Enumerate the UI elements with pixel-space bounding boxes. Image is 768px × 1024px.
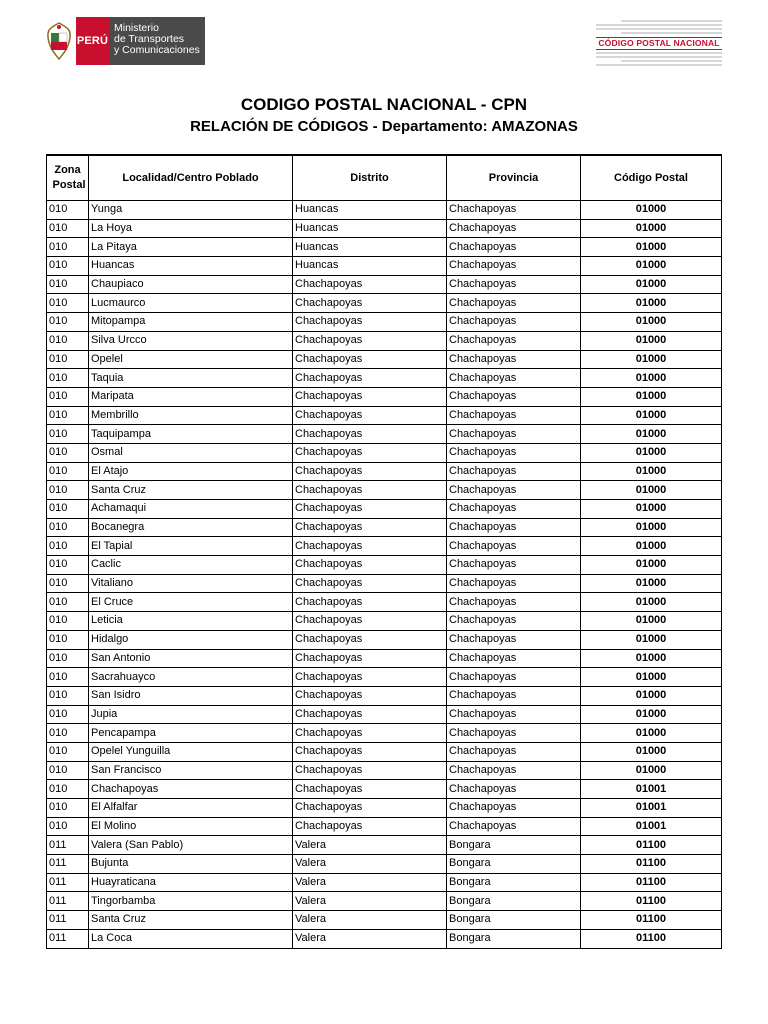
- zona-postal-cell: 011: [47, 855, 89, 874]
- table-row: [47, 780, 722, 799]
- codigo-postal-cell: 01000: [581, 238, 722, 257]
- localidad-cell: Taquia: [89, 369, 293, 388]
- provincia-cell: Chachapoyas: [447, 593, 581, 612]
- localidad-cell: Santa Cruz: [89, 481, 293, 500]
- distrito-cell: Chachapoyas: [293, 630, 447, 649]
- table-row: [47, 799, 722, 818]
- localidad-cell: San Isidro: [89, 686, 293, 705]
- codigo-postal-cell: 01000: [581, 742, 722, 761]
- localidad-cell: Vitaliano: [89, 574, 293, 593]
- codigo-postal-cell: 01100: [581, 911, 722, 930]
- zona-postal-cell: 010: [47, 817, 89, 836]
- table-row: [47, 350, 722, 369]
- localidad-cell: Bocanegra: [89, 518, 293, 537]
- distrito-cell: Chachapoyas: [293, 817, 447, 836]
- provincia-cell: Chachapoyas: [447, 537, 581, 556]
- zona-postal-cell: 010: [47, 219, 89, 238]
- localidad-cell: Leticia: [89, 612, 293, 631]
- provincia-cell: Chachapoyas: [447, 556, 581, 575]
- distrito-cell: Chachapoyas: [293, 574, 447, 593]
- zona-postal-cell: 010: [47, 275, 89, 294]
- page-title: CODIGO POSTAL NACIONAL - CPN: [240, 95, 528, 114]
- zona-postal-cell: 010: [47, 462, 89, 481]
- provincia-cell: Chachapoyas: [447, 574, 581, 593]
- distrito-cell: Chachapoyas: [293, 742, 447, 761]
- localidad-cell: Chachapoyas: [89, 780, 293, 799]
- table-row: [47, 201, 722, 220]
- table-row: [47, 761, 722, 780]
- codigo-postal-cell: 01100: [581, 929, 722, 948]
- codigo-postal-cell: 01000: [581, 630, 722, 649]
- zona-postal-cell: 010: [47, 799, 89, 818]
- codigo-postal-cell: 01001: [581, 799, 722, 818]
- distrito-cell: Chachapoyas: [293, 331, 447, 350]
- codigo-postal-cell: 01000: [581, 556, 722, 575]
- distrito-cell: Chachapoyas: [293, 425, 447, 444]
- table-row: [47, 369, 722, 388]
- provincia-cell: Chachapoyas: [447, 724, 581, 743]
- provincia-cell: Chachapoyas: [447, 294, 581, 313]
- distrito-cell: Chachapoyas: [293, 668, 447, 687]
- distrito-cell: Huancas: [293, 219, 447, 238]
- distrito-cell: Valera: [293, 873, 447, 892]
- codigo-postal-cell: 01000: [581, 481, 722, 500]
- codigo-postal-cell: 01000: [581, 574, 722, 593]
- codigo-postal-cell: 01100: [581, 836, 722, 855]
- localidad-cell: Pencapampa: [89, 724, 293, 743]
- distrito-cell: Chachapoyas: [293, 686, 447, 705]
- table-row: [47, 817, 722, 836]
- codigo-postal-cell: 01000: [581, 443, 722, 462]
- localidad-cell: Caclic: [89, 556, 293, 575]
- zona-postal-cell: 011: [47, 873, 89, 892]
- codigo-postal-cell: 01000: [581, 724, 722, 743]
- distrito-cell: Chachapoyas: [293, 724, 447, 743]
- table-row: [47, 406, 722, 425]
- localidad-cell: El Tapial: [89, 537, 293, 556]
- codigo-postal-cell: 01000: [581, 406, 722, 425]
- distrito-cell: Chachapoyas: [293, 518, 447, 537]
- zona-postal-cell: 010: [47, 257, 89, 276]
- zona-postal-cell: 010: [47, 238, 89, 257]
- localidad-cell: La Hoya: [89, 219, 293, 238]
- table-row: [47, 500, 722, 519]
- localidad-cell: Achamaqui: [89, 500, 293, 519]
- localidad-cell: San Antonio: [89, 649, 293, 668]
- table-row: [47, 313, 722, 332]
- localidad-cell: Osmal: [89, 443, 293, 462]
- distrito-cell: Chachapoyas: [293, 387, 447, 406]
- table-row: [47, 724, 722, 743]
- provincia-cell: Chachapoyas: [447, 238, 581, 257]
- distrito-cell: Valera: [293, 929, 447, 948]
- table-row: [47, 462, 722, 481]
- zona-postal-cell: 010: [47, 780, 89, 799]
- localidad-cell: Mitopampa: [89, 313, 293, 332]
- provincia-cell: Chachapoyas: [447, 275, 581, 294]
- provincia-cell: Chachapoyas: [447, 630, 581, 649]
- distrito-cell: Chachapoyas: [293, 780, 447, 799]
- zona-postal-cell: 010: [47, 537, 89, 556]
- header-distrito: Distrito: [293, 155, 447, 201]
- provincia-cell: Chachapoyas: [447, 331, 581, 350]
- distrito-cell: Valera: [293, 836, 447, 855]
- codigo-postal-cell: 01000: [581, 331, 722, 350]
- codigo-postal-cell: 01000: [581, 668, 722, 687]
- table-row: [47, 705, 722, 724]
- table-row: [47, 911, 722, 930]
- table-row: [47, 929, 722, 948]
- localidad-cell: Tingorbamba: [89, 892, 293, 911]
- zona-postal-cell: 010: [47, 369, 89, 388]
- codigo-postal-cell: 01000: [581, 294, 722, 313]
- distrito-cell: Valera: [293, 911, 447, 930]
- provincia-cell: Chachapoyas: [447, 761, 581, 780]
- codigo-postal-cell: 01000: [581, 275, 722, 294]
- table-row: [47, 892, 722, 911]
- localidad-cell: Valera (San Pablo): [89, 836, 293, 855]
- table-row: [47, 219, 722, 238]
- distrito-cell: Chachapoyas: [293, 705, 447, 724]
- distrito-cell: Chachapoyas: [293, 462, 447, 481]
- codigo-postal-cell: 01000: [581, 219, 722, 238]
- zona-postal-cell: 010: [47, 294, 89, 313]
- codigo-postal-cell: 01000: [581, 425, 722, 444]
- provincia-cell: Chachapoyas: [447, 313, 581, 332]
- provincia-cell: Bongara: [447, 929, 581, 948]
- header-provincia: Provincia: [447, 155, 581, 201]
- provincia-cell: Bongara: [447, 911, 581, 930]
- provincia-cell: Chachapoyas: [447, 201, 581, 220]
- distrito-cell: Chachapoyas: [293, 556, 447, 575]
- zona-postal-cell: 010: [47, 406, 89, 425]
- localidad-cell: Sacrahuayco: [89, 668, 293, 687]
- zona-postal-cell: 010: [47, 313, 89, 332]
- provincia-cell: Bongara: [447, 836, 581, 855]
- distrito-cell: Chachapoyas: [293, 313, 447, 332]
- zona-postal-cell: 010: [47, 668, 89, 687]
- codigo-postal-cell: 01000: [581, 537, 722, 556]
- codigo-postal-cell: 01000: [581, 201, 722, 220]
- provincia-cell: Bongara: [447, 855, 581, 874]
- distrito-cell: Huancas: [293, 201, 447, 220]
- table-row: [47, 630, 722, 649]
- zona-postal-cell: 010: [47, 705, 89, 724]
- codigo-postal-cell: 01000: [581, 350, 722, 369]
- table-row: [47, 556, 722, 575]
- provincia-cell: Chachapoyas: [447, 668, 581, 687]
- distrito-cell: Chachapoyas: [293, 537, 447, 556]
- table-row: [47, 443, 722, 462]
- badge-title: CÓDIGO POSTAL NACIONAL: [596, 37, 722, 50]
- postal-codes-table: [46, 154, 722, 949]
- distrito-cell: Valera: [293, 855, 447, 874]
- zona-postal-cell: 010: [47, 518, 89, 537]
- zona-postal-cell: 010: [47, 500, 89, 519]
- coat-of-arms-icon: [42, 17, 76, 65]
- zona-postal-cell: 010: [47, 350, 89, 369]
- codigo-postal-cell: 01000: [581, 612, 722, 631]
- codigo-postal-cell: 01000: [581, 518, 722, 537]
- codigo-postal-cell: 01100: [581, 892, 722, 911]
- localidad-cell: La Coca: [89, 929, 293, 948]
- provincia-cell: Chachapoyas: [447, 257, 581, 276]
- localidad-cell: Jupia: [89, 705, 293, 724]
- localidad-cell: Lucmaurco: [89, 294, 293, 313]
- localidad-cell: Opelel Yunguilla: [89, 742, 293, 761]
- table-row: [47, 518, 722, 537]
- table-row: [47, 668, 722, 687]
- cpn-badge: [596, 18, 722, 68]
- table-header-row: [47, 155, 722, 201]
- localidad-cell: El Molino: [89, 817, 293, 836]
- header-codigo-postal: Código Postal: [581, 155, 722, 201]
- table-row: [47, 294, 722, 313]
- zona-postal-cell: 010: [47, 574, 89, 593]
- zona-postal-cell: 010: [47, 649, 89, 668]
- distrito-cell: Chachapoyas: [293, 350, 447, 369]
- codigo-postal-cell: 01000: [581, 313, 722, 332]
- codigo-postal-cell: 01000: [581, 705, 722, 724]
- distrito-cell: Chachapoyas: [293, 761, 447, 780]
- zona-postal-cell: 011: [47, 836, 89, 855]
- distrito-cell: Chachapoyas: [293, 443, 447, 462]
- localidad-cell: Yunga: [89, 201, 293, 220]
- distrito-cell: Chachapoyas: [293, 500, 447, 519]
- provincia-cell: Chachapoyas: [447, 350, 581, 369]
- distrito-cell: Chachapoyas: [293, 275, 447, 294]
- localidad-cell: Chaupiaco: [89, 275, 293, 294]
- provincia-cell: Chachapoyas: [447, 780, 581, 799]
- distrito-cell: Chachapoyas: [293, 294, 447, 313]
- table-row: [47, 836, 722, 855]
- distrito-cell: Chachapoyas: [293, 593, 447, 612]
- zona-postal-cell: 010: [47, 387, 89, 406]
- distrito-cell: Chachapoyas: [293, 649, 447, 668]
- codigo-postal-cell: 01001: [581, 817, 722, 836]
- codigo-postal-cell: 01000: [581, 257, 722, 276]
- table-row: [47, 238, 722, 257]
- distrito-cell: Chachapoyas: [293, 799, 447, 818]
- localidad-cell: Hidalgo: [89, 630, 293, 649]
- provincia-cell: Chachapoyas: [447, 518, 581, 537]
- zona-postal-cell: 010: [47, 331, 89, 350]
- provincia-cell: Chachapoyas: [447, 443, 581, 462]
- zona-postal-cell: 010: [47, 742, 89, 761]
- zona-postal-cell: 010: [47, 425, 89, 444]
- codigo-postal-cell: 01100: [581, 873, 722, 892]
- codigo-postal-cell: 01100: [581, 855, 722, 874]
- distrito-cell: Huancas: [293, 257, 447, 276]
- provincia-cell: Chachapoyas: [447, 799, 581, 818]
- distrito-cell: Chachapoyas: [293, 369, 447, 388]
- localidad-cell: El Cruce: [89, 593, 293, 612]
- localidad-cell: El Atajo: [89, 462, 293, 481]
- provincia-cell: Bongara: [447, 892, 581, 911]
- distrito-cell: Huancas: [293, 238, 447, 257]
- table-row: [47, 257, 722, 276]
- zona-postal-cell: 010: [47, 443, 89, 462]
- zona-postal-cell: 010: [47, 686, 89, 705]
- zona-postal-cell: 011: [47, 929, 89, 948]
- table-row: [47, 481, 722, 500]
- localidad-cell: Silva Urcco: [89, 331, 293, 350]
- localidad-cell: Huancas: [89, 257, 293, 276]
- provincia-cell: Chachapoyas: [447, 462, 581, 481]
- distrito-cell: Valera: [293, 892, 447, 911]
- distrito-cell: Chachapoyas: [293, 481, 447, 500]
- table-row: [47, 331, 722, 350]
- localidad-cell: Membrillo: [89, 406, 293, 425]
- table-row: [47, 686, 722, 705]
- provincia-cell: Chachapoyas: [447, 387, 581, 406]
- table-row: [47, 649, 722, 668]
- ministry-name: Ministerio de Transportes y Comunicaciones: [109, 17, 205, 65]
- localidad-cell: La Pitaya: [89, 238, 293, 257]
- codigo-postal-cell: 01000: [581, 462, 722, 481]
- zona-postal-cell: 010: [47, 761, 89, 780]
- distrito-cell: Chachapoyas: [293, 406, 447, 425]
- provincia-cell: Chachapoyas: [447, 612, 581, 631]
- provincia-cell: Chachapoyas: [447, 481, 581, 500]
- zona-postal-cell: 010: [47, 201, 89, 220]
- codigo-postal-cell: 01000: [581, 686, 722, 705]
- localidad-cell: Opelel: [89, 350, 293, 369]
- localidad-cell: Santa Cruz: [89, 911, 293, 930]
- codigo-postal-cell: 01000: [581, 369, 722, 388]
- localidad-cell: Taquipampa: [89, 425, 293, 444]
- table-row: [47, 537, 722, 556]
- provincia-cell: Chachapoyas: [447, 406, 581, 425]
- table-body: [47, 201, 722, 949]
- codigo-postal-cell: 01001: [581, 780, 722, 799]
- table-row: [47, 387, 722, 406]
- table-row: [47, 425, 722, 444]
- table-row: [47, 593, 722, 612]
- localidad-cell: Huayraticana: [89, 873, 293, 892]
- header-localidad: Localidad/Centro Poblado: [89, 155, 293, 201]
- zona-postal-cell: 011: [47, 892, 89, 911]
- table-row: [47, 574, 722, 593]
- provincia-cell: Chachapoyas: [447, 705, 581, 724]
- zona-postal-cell: 010: [47, 593, 89, 612]
- localidad-cell: El Alfalfar: [89, 799, 293, 818]
- codigo-postal-cell: 01000: [581, 387, 722, 406]
- provincia-cell: Bongara: [447, 873, 581, 892]
- zona-postal-cell: 010: [47, 612, 89, 631]
- provincia-cell: Chachapoyas: [447, 742, 581, 761]
- localidad-cell: San Francisco: [89, 761, 293, 780]
- table-row: [47, 742, 722, 761]
- provincia-cell: Chachapoyas: [447, 219, 581, 238]
- codigo-postal-cell: 01000: [581, 761, 722, 780]
- zona-postal-cell: 010: [47, 630, 89, 649]
- peru-label: PERÚ: [76, 17, 109, 65]
- ministry-logo: [42, 17, 205, 65]
- table-row: [47, 855, 722, 874]
- provincia-cell: Chachapoyas: [447, 686, 581, 705]
- zona-postal-cell: 010: [47, 556, 89, 575]
- page-subtitle: RELACIÓN DE CÓDIGOS - Departamento: AMAZONAS: [190, 118, 578, 135]
- table-row: [47, 612, 722, 631]
- provincia-cell: Chachapoyas: [447, 425, 581, 444]
- localidad-cell: Maripata: [89, 387, 293, 406]
- localidad-cell: Bujunta: [89, 855, 293, 874]
- table-row: [47, 873, 722, 892]
- codigo-postal-cell: 01000: [581, 649, 722, 668]
- provincia-cell: Chachapoyas: [447, 369, 581, 388]
- distrito-cell: Chachapoyas: [293, 612, 447, 631]
- zona-postal-cell: 010: [47, 481, 89, 500]
- provincia-cell: Chachapoyas: [447, 649, 581, 668]
- table-row: [47, 275, 722, 294]
- provincia-cell: Chachapoyas: [447, 817, 581, 836]
- provincia-cell: Chachapoyas: [447, 500, 581, 519]
- header-zona-postal: Zona Postal: [47, 155, 89, 201]
- codigo-postal-cell: 01000: [581, 593, 722, 612]
- zona-postal-cell: 011: [47, 911, 89, 930]
- zona-postal-cell: 010: [47, 724, 89, 743]
- codigo-postal-cell: 01000: [581, 500, 722, 519]
